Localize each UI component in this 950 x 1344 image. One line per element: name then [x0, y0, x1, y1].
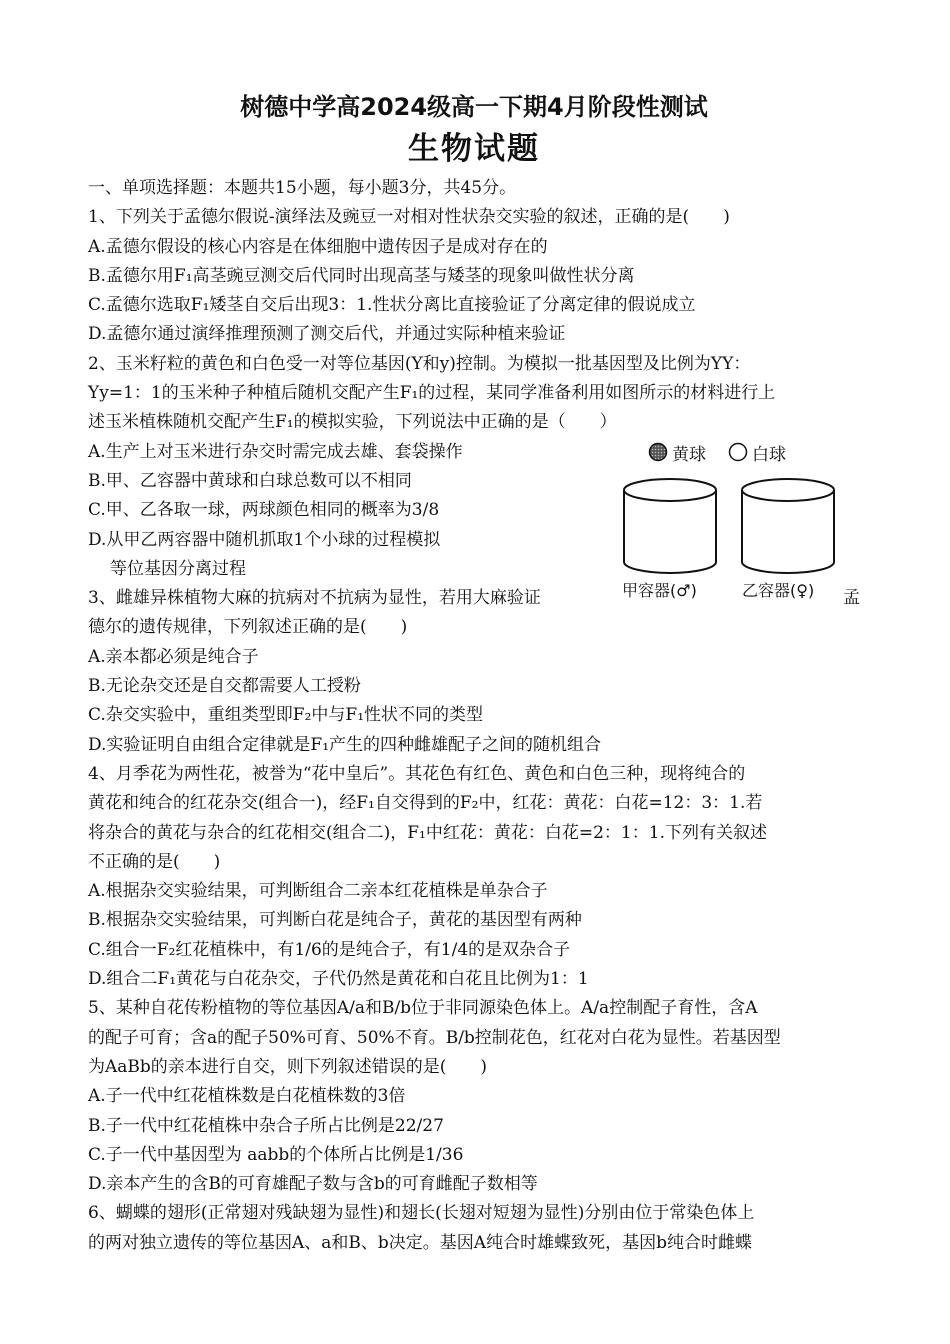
containers-figure [620, 440, 860, 598]
q1-option-a: A.孟德尔假设的核心内容是在体细胞中遗传因子是成对存在的 [88, 236, 548, 257]
q5-option-d: D.亲本产生的含B的可育雄配子数与含b的可育雌配子数相等 [88, 1174, 538, 1195]
container-a-cylinder [624, 479, 716, 573]
q5-stem-line2: 的配子可育；含a的配子50%可育、50%不育。B/b控制花色，红花对白花为显性。若基因型 [88, 1027, 781, 1048]
q3-stem-line1-wrap [88, 584, 860, 613]
q5-stem-line3: 为AaBb的亲本进行自交，则下列叙述错误的是( ) [88, 1056, 488, 1077]
question-6 [88, 1199, 860, 1258]
q4-stem-line3: 将杂合的黄花与杂合的红花相交(组合二)，F₁中红花：黄花：白花=2：1：1.下列有关叙述 [88, 822, 767, 843]
q4-stem-line1: 4、月季花为两性花，被誉为“花中皇后”。其花色有红色、黄色和白色三种，现将纯合的 [88, 763, 746, 784]
figure-legend [648, 440, 786, 465]
exam-page [88, 92, 860, 1258]
q3-option-b: B.无论杂交还是自交都需要人工授粉 [88, 676, 361, 697]
q6-stem-line1: 6、蝴蝶的翅形(正常翅对残缺翅为显性)和翅长(长翅对短翅为显性)分别由位于常染色体上 [88, 1203, 755, 1224]
exam-subject: 生物试题 [408, 131, 540, 167]
container-b-label: 乙容器(♀) [742, 580, 815, 600]
q2-option-c: C.甲、乙各取一球，两球颜色相同的概率为3/8 [88, 500, 440, 521]
q2-stem-line3: 述玉米植株随机交配产生F₁的模拟实验，下列说法中正确的是（ ） [88, 412, 617, 433]
q3-stem-line1: 3、雌雄异株植物大麻的抗病对不抗病为显性，若用大麻验证 [88, 588, 541, 609]
q2-option-d-line2: 等位基因分离过程 [110, 558, 246, 579]
q5-stem-line1: 5、某种自花传粉植物的等位基因A/a和B/b位于非同源染色体上。A/a控制配子育性，含A [88, 998, 758, 1019]
q4-option-a: A.根据杂交实验结果，可判断组合二亲本红花植株是单杂合子 [88, 881, 548, 902]
q2-stem-line1: 2、玉米籽粒的黄色和白色受一对等位基因(Y和y)控制。为模拟一批基因型及比例为YY： [88, 353, 751, 374]
white-ball-icon [728, 442, 748, 462]
q2-options [88, 438, 628, 584]
legend-yellow [648, 440, 706, 465]
q5-option-c: C.子一代中基因型为 aabb的个体所占比例是1/36 [88, 1144, 464, 1165]
container-b-cylinder [742, 479, 834, 573]
q3-option-d: D.实验证明自由组合定律就是F₁产生的四种雌雄配子之间的随机组合 [88, 734, 602, 755]
q5-option-a: A.子一代中红花植株数是白花植株数的3倍 [88, 1086, 406, 1107]
q3-option-c: C.杂交实验中，重组类型即F₂中与F₁性状不同的类型 [88, 705, 484, 726]
exam-title: 树德中学高2024级高一下期4月阶段性测试 [240, 93, 708, 121]
q2-option-d-line1: D.从甲乙两容器中随机抓取1个小球的过程模拟 [88, 529, 441, 550]
q4-stem-line4: 不正确的是( ) [88, 851, 221, 872]
question-3 [88, 584, 860, 760]
container-a-label: 甲容器(♂) [622, 580, 697, 600]
section-heading: 一、单项选择题：本题共15小题，每小题3分，共45分。 [88, 178, 517, 198]
legend-yellow-label: 黄球 [672, 444, 706, 465]
q6-stem-line2: 的两对独立遗传的等位基因A、a和B、b决定。基因A纯合时雄蝶致死，基因b纯合时雌蝶 [88, 1232, 752, 1253]
legend-white-label: 白球 [752, 444, 786, 465]
question-5 [88, 994, 860, 1199]
q4-option-d: D.组合二F₁黄花与白花杂交，子代仍然是黄花和白花且比例为1：1 [88, 969, 589, 990]
q2-stem-line2: Yy=1：1的玉米种子种植后随机交配产生F₁的过程，某同学准备利用如图所示的材料进行上 [88, 383, 776, 404]
q2-option-b: B.甲、乙容器中黄球和白球总数可以不相同 [88, 470, 412, 491]
q1-stem: 1、下列关于孟德尔假说-演绎法及豌豆一对相对性状杂交实验的叙述，正确的是( ) [88, 207, 730, 228]
q1-option-c: C.孟德尔选取F₁矮茎自交后出现3：1.性状分离比直接验证了分离定律的假说成立 [88, 295, 696, 316]
q4-option-c: C.组合一F₂红花植株中，有1/6的是纯合子，有1/4的是双杂合子 [88, 939, 571, 960]
q4-option-b: B.根据杂交实验结果，可判断白花是纯合子，黄花的基因型有两种 [88, 910, 582, 931]
q3-option-a: A.亲本都必须是纯合子 [88, 646, 259, 667]
question-1 [88, 203, 860, 349]
q3-stem-line1-end: 孟 [843, 588, 860, 609]
q1-option-b: B.孟德尔用F₁高茎豌豆测交后代同时出现高茎与矮茎的现象叫做性状分离 [88, 265, 635, 286]
yellow-ball-icon [648, 442, 668, 462]
q3-stem-line2: 德尔的遗传规律，下列叙述正确的是( ) [88, 617, 408, 638]
q4-stem-line2: 黄花和纯合的红花杂交(组合一)，经F₁自交得到的F₂中，红花：黄花：白花=12：3：1.若 [88, 793, 763, 814]
containers-drawing [620, 476, 860, 586]
q1-option-d: D.孟德尔通过演绎推理预测了测交后代，并通过实际种植来验证 [88, 324, 566, 345]
q5-option-b: B.子一代中红花植株中杂合子所占比例是22/27 [88, 1115, 444, 1136]
question-4 [88, 760, 860, 994]
legend-white [728, 440, 786, 465]
q2-option-a: A.生产上对玉米进行杂交时需完成去雄、套袋操作 [88, 441, 463, 462]
